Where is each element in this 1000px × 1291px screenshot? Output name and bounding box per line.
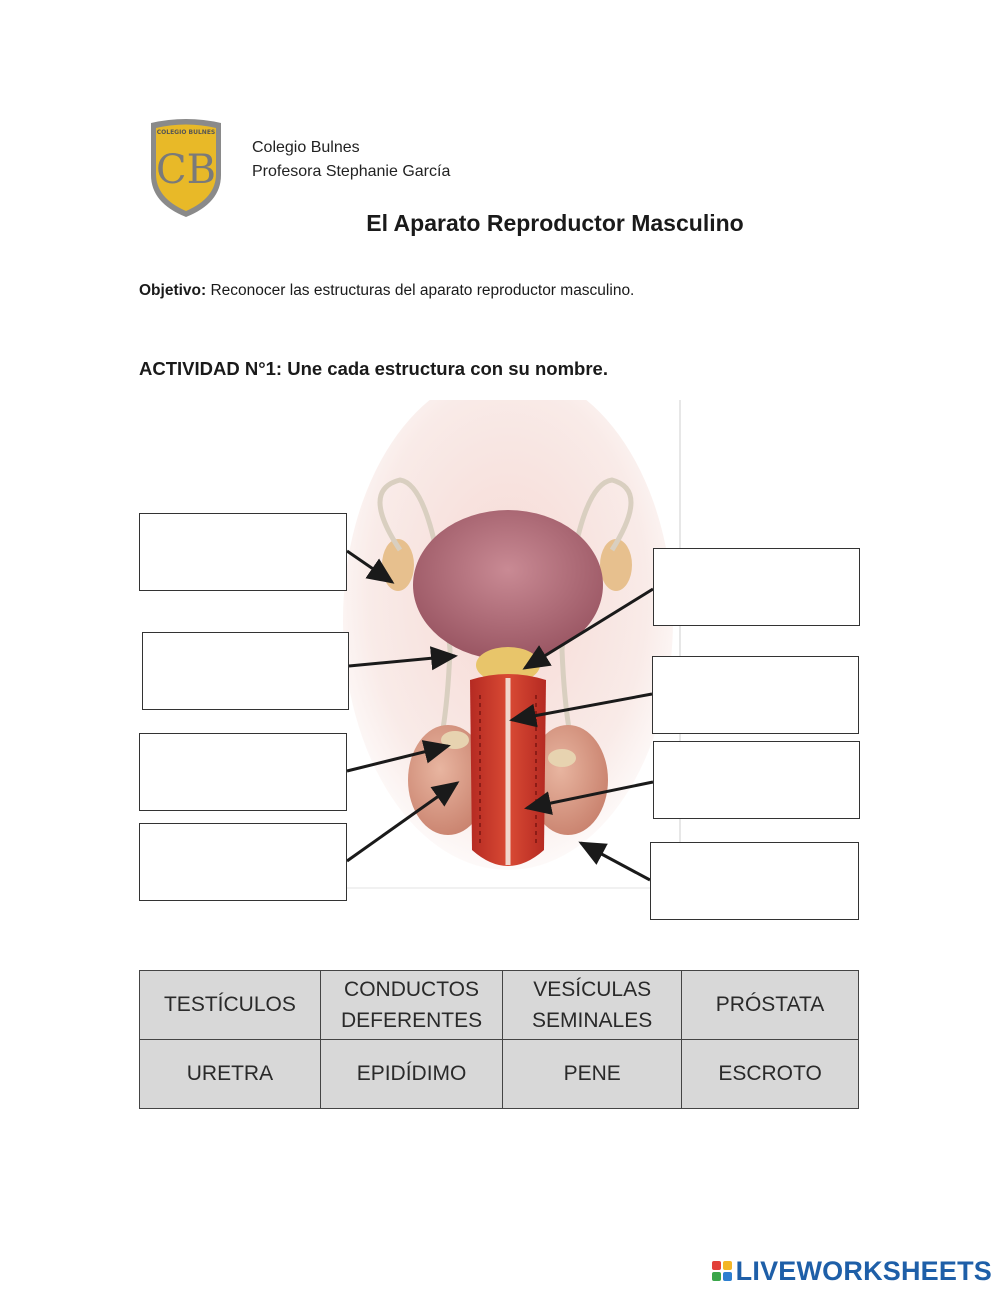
school-name: Colegio Bulnes xyxy=(252,139,360,156)
page-title: El Aparato Reproductor Masculino xyxy=(366,210,744,236)
activity-instruction: ACTIVIDAD N°1: Une cada estructura con su nombre. xyxy=(139,358,608,379)
objective-text: Reconocer las estructuras del aparato reproductor masculino. xyxy=(210,282,635,299)
answer-box-left-2[interactable] xyxy=(142,632,349,710)
school-logo xyxy=(143,117,229,219)
answer-box-right-3[interactable] xyxy=(653,741,860,819)
answer-box-left-3[interactable] xyxy=(139,733,347,811)
liveworksheets-brand: LIVEWORKSHEETS xyxy=(735,1255,992,1286)
word-bank-row xyxy=(140,1040,859,1109)
liveworksheets-icon xyxy=(712,1261,732,1281)
word-bank-cell: PRÓSTATA xyxy=(682,971,859,1040)
word-bank-cell: PENE xyxy=(503,1040,682,1109)
answer-box-left-4[interactable] xyxy=(139,823,347,901)
word-bank-row xyxy=(140,971,859,1040)
word-bank-cell: URETRA xyxy=(140,1040,321,1109)
word-bank-cell: CONDUCTOS DEFERENTES xyxy=(320,971,502,1040)
word-bank-cell: VESÍCULAS SEMINALES xyxy=(503,971,682,1040)
answer-box-right-1[interactable] xyxy=(653,548,860,626)
logo-monogram: CB xyxy=(156,147,216,193)
word-bank-cell: TESTÍCULOS xyxy=(140,971,321,1040)
anatomy-illustration xyxy=(330,400,682,890)
objective-label: Objetivo: xyxy=(139,282,207,299)
teacher-name: Profesora Stephanie García xyxy=(252,163,451,180)
answer-box-right-4[interactable] xyxy=(650,842,859,920)
word-bank-table xyxy=(139,970,859,1109)
answer-box-left-1[interactable] xyxy=(139,513,347,591)
objective xyxy=(139,282,634,300)
word-bank-cell: EPIDÍDIMO xyxy=(320,1040,502,1109)
answer-box-right-2[interactable] xyxy=(652,656,859,734)
liveworksheets-logo xyxy=(712,1254,992,1288)
word-bank-cell: ESCROTO xyxy=(682,1040,859,1109)
logo-arc-text: COLEGIO BULNES xyxy=(156,129,216,136)
